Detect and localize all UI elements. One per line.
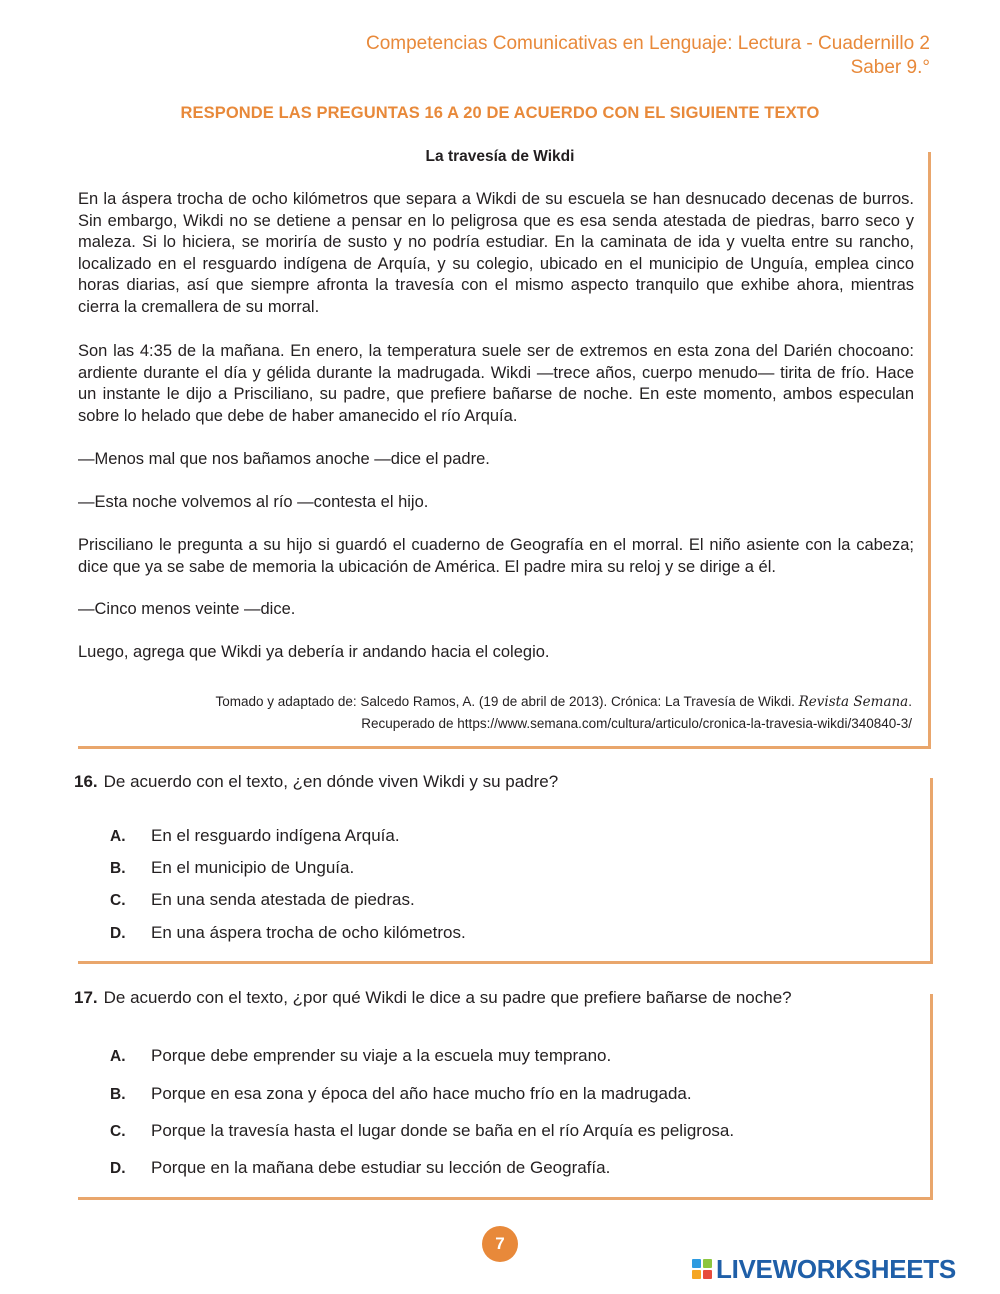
- q17-option-c[interactable]: [110, 1121, 734, 1141]
- source-line-1: Tomado y adaptado de: Salcedo Ramos, A. (19 de abril de 2013). Crónica: La Travesía de Wikdi.: [215, 694, 795, 709]
- option-letter: A.: [110, 1048, 126, 1065]
- header-grade: Saber 9.°: [850, 57, 930, 78]
- logo-cube: [703, 1270, 712, 1279]
- option-letter: A.: [110, 828, 126, 845]
- option-letter: C.: [110, 1123, 126, 1140]
- option-text: En una senda atestada de piedras.: [151, 890, 415, 909]
- option-letter: B.: [110, 1086, 126, 1103]
- question-number: 16.: [74, 772, 98, 791]
- page-number-badge: 7: [482, 1226, 518, 1262]
- story-paragraph-3: —Menos mal que nos bañamos anoche —dice el padre.: [78, 450, 490, 468]
- q16-option-c[interactable]: [110, 890, 415, 910]
- question-17: [74, 988, 792, 1008]
- source-journal: Revista Semana: [798, 694, 909, 710]
- question-text: De acuerdo con el texto, ¿por qué Wikdi le dice a su padre que prefiere bañarse de noche?: [103, 988, 792, 1007]
- story-title: La travesía de Wikdi: [425, 148, 575, 165]
- option-text: Porque debe emprender su viaje a la escuela muy temprano.: [151, 1046, 612, 1065]
- story-paragraph-4: —Esta noche volvemos al río —contesta el hijo.: [78, 493, 429, 511]
- q16-option-b[interactable]: [110, 858, 354, 878]
- source-url: Recuperado de https://www.semana.com/cultura/articulo/cronica-la-travesia-wikdi/340840-3/: [361, 716, 912, 731]
- q17-option-a[interactable]: [110, 1046, 611, 1066]
- option-letter: B.: [110, 860, 126, 877]
- option-letter: D.: [110, 1160, 126, 1177]
- story-paragraph-6: —Cinco menos veinte —dice.: [78, 600, 296, 618]
- option-text: En el resguardo indígena Arquía.: [151, 826, 400, 845]
- question-16: [74, 772, 558, 792]
- option-letter: C.: [110, 892, 126, 909]
- option-text: Porque en esa zona y época del año hace mucho frío en la madrugada.: [151, 1084, 692, 1103]
- source-citation: [112, 691, 912, 734]
- story-paragraph-1: En la áspera trocha de ocho kilómetros que separa a Wikdi de su escuela se han desnucado decenas de burros. Sin embargo, Wikdi no se detiene a pensar en lo peligrosa que es esa senda atestada de piedras, barro seco y maleza. Si lo hiciera, se moriría de susto y no podría estudiar. En la caminata de ida y vuelta entre su rancho, localizado en el resguardo indígena de Arquía, y su colegio, ubicado en el municipio de Unguía, emplea cinco horas diarias, así que siempre afronta la travesía con el mismo aspecto tranquilo que exhibe ahora, mientras cierra la cremallera de su morral.: [78, 190, 914, 316]
- logo-cube: [692, 1270, 701, 1279]
- source-period: .: [908, 694, 912, 709]
- option-text: Porque la travesía hasta el lugar donde se baña en el río Arquía es peligrosa.: [151, 1121, 735, 1140]
- liveworksheets-logo[interactable]: [692, 1254, 956, 1284]
- question-number: 17.: [74, 988, 98, 1007]
- q16-option-a[interactable]: [110, 826, 400, 846]
- option-text: En el municipio de Unguía.: [151, 858, 355, 877]
- story-paragraph-2: Son las 4:35 de la mañana. En enero, la temperatura suele ser de extremos en esta zona del Darién chocoano: ardiente durante el día y gélida durante la madrugada. Wikdi —trece años, cuerpo menudo— tirita de frío. Hace un instante le dijo a Prisciliano, su padre, que prefiere bañarse de noche. En este momento, ambos especulan sobre lo helado que debe de haber amanecido el río Arquía.: [78, 342, 914, 425]
- header-title: Competencias Comunicativas en Lenguaje: Lectura - Cuadernillo 2: [366, 33, 930, 54]
- option-text: Porque en la mañana debe estudiar su lección de Geografía.: [151, 1158, 611, 1177]
- question-text: De acuerdo con el texto, ¿en dónde viven Wikdi y su padre?: [103, 772, 559, 791]
- story-paragraph-5: Prisciliano le pregunta a su hijo si guardó el cuaderno de Geografía en el morral. El niño asiente con la cabeza; dice que ya se sabe de memoria la ubicación de América. El padre mira su reloj y se dirige a él.: [78, 536, 914, 576]
- q17-option-d[interactable]: [110, 1158, 610, 1178]
- logo-cube: [692, 1259, 701, 1268]
- q16-option-d[interactable]: [110, 923, 466, 943]
- story-paragraph-7: Luego, agrega que Wikdi ya debería ir andando hacia el colegio.: [78, 643, 550, 661]
- instruction-heading: RESPONDE LAS PREGUNTAS 16 A 20 DE ACUERDO CON EL SIGUIENTE TEXTO: [180, 104, 820, 122]
- page-header: [366, 32, 930, 80]
- option-text: En una áspera trocha de ocho kilómetros.: [151, 923, 466, 942]
- logo-cube: [703, 1259, 712, 1268]
- logo-text: LIVEWORKSHEETS: [716, 1253, 956, 1284]
- logo-cubes-icon: [692, 1259, 712, 1279]
- q17-option-b[interactable]: [110, 1084, 692, 1104]
- option-letter: D.: [110, 925, 126, 942]
